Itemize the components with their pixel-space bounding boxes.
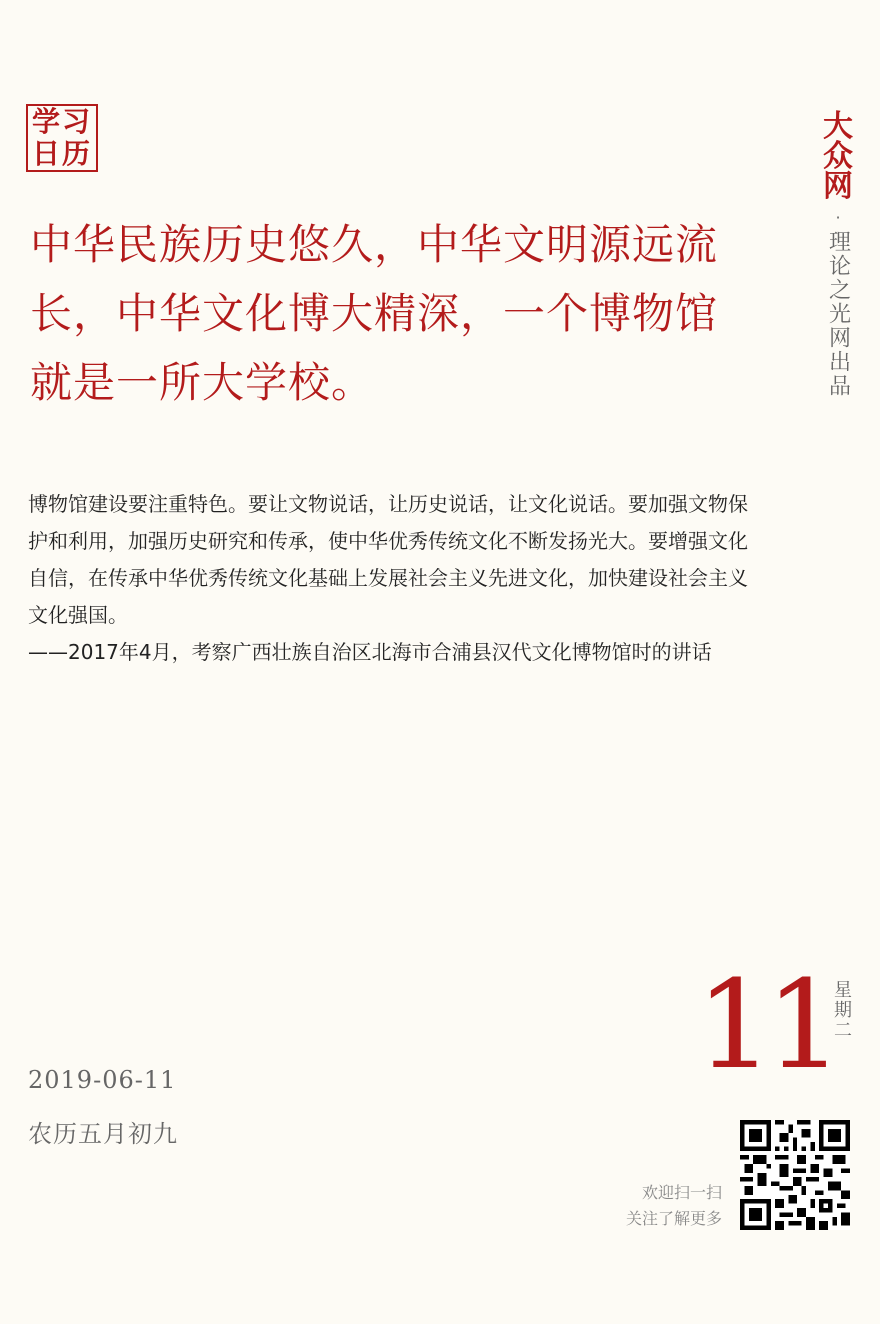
side-brand xyxy=(818,109,858,398)
brand-dot: · xyxy=(835,208,841,227)
logo-line1: 学习 xyxy=(31,105,92,138)
weekday: 星期二 xyxy=(831,980,852,1040)
day-number: 11 xyxy=(696,954,836,1096)
brand-slogan: 理论之光网出品 xyxy=(825,230,851,398)
headline-quote: 中华民族历史悠久，中华文明源远流长，中华文化博大精深，一个博物馆就是一所大学校。 xyxy=(30,220,719,407)
scan-prompt xyxy=(600,1180,722,1232)
quote-attribution: ——2017年4月，考察广西壮族自治区北海市合浦县汉代文化博物馆时的讲话 xyxy=(28,640,712,664)
logo-line2: 日历 xyxy=(31,137,92,170)
brand-logo: 大众网 xyxy=(823,109,853,204)
study-calendar-logo xyxy=(26,104,98,172)
qr-code-icon[interactable] xyxy=(740,1120,850,1230)
quote-paragraph: 博物馆建设要注重特色。要让文物说话，让历史说话，让文化说话。要加强文物保护和利用，加强历史研究和传承，使中华优秀传统文化不断发扬光大。要增强文化自信，在传承中华优秀传统文化基础上发展社会主义先进文化，加快建设社会主义文化强国。 xyxy=(28,492,748,627)
lunar-date: 农历五月初九 xyxy=(28,1120,178,1148)
scan-line1: 欢迎扫一扫 xyxy=(641,1183,722,1202)
quote-body xyxy=(28,486,748,671)
scan-line2: 关注了解更多 xyxy=(625,1209,722,1228)
gregorian-date: 2019-06-11 xyxy=(28,1066,177,1094)
